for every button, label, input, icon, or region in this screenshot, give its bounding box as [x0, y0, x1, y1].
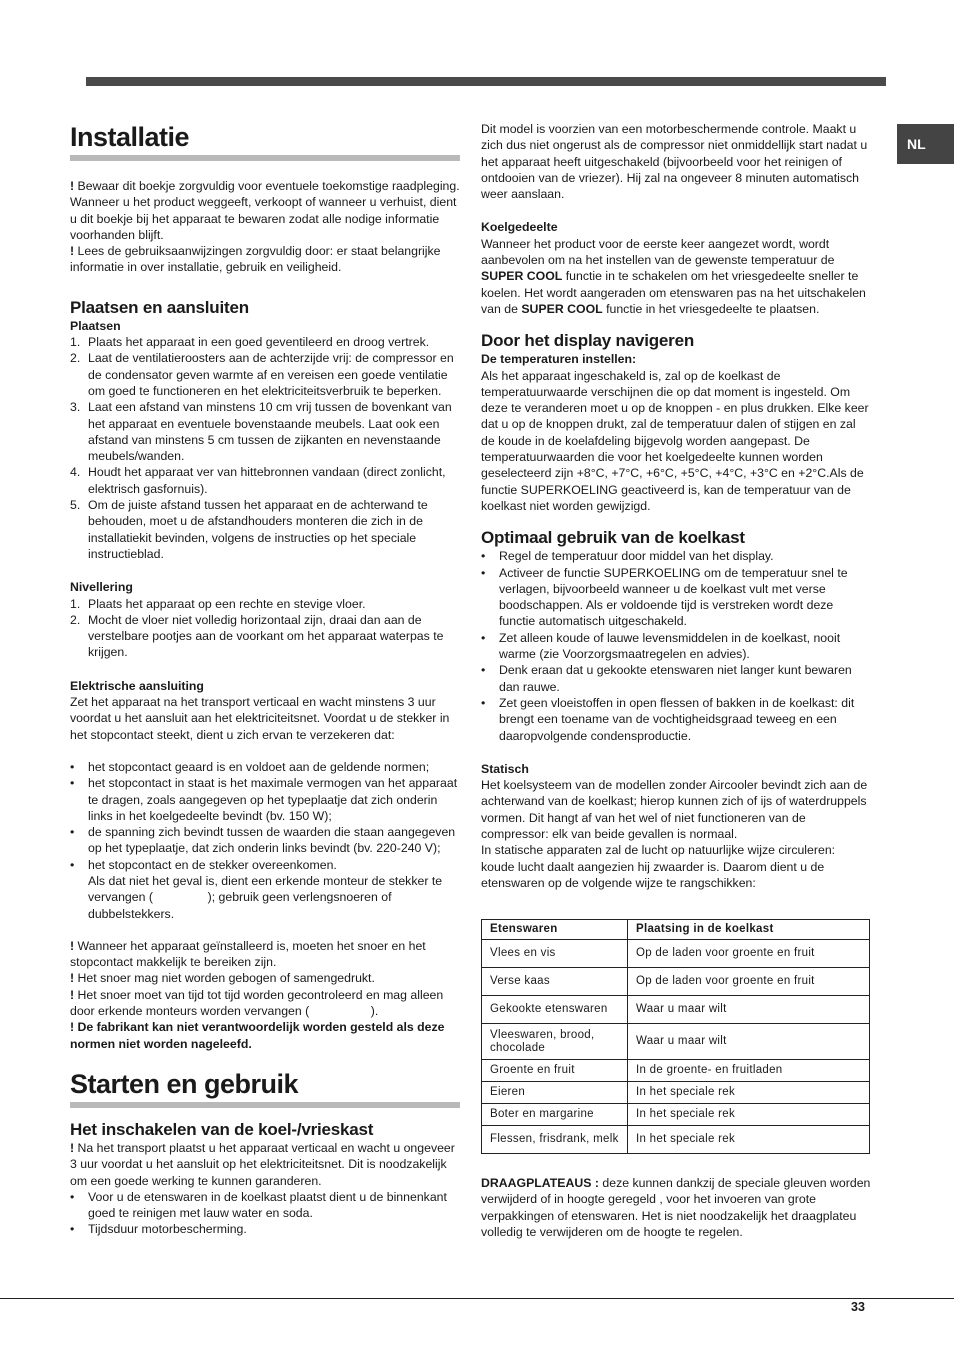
language-tab: NL: [897, 124, 954, 164]
inschakelen-paragraph: ! Na het transport plaatst u het apparaat verticaal en wacht u ongeveer 3 uur voordat u het aansluit op het elektriciteitsnet. Dit is noodzakelijk om een goede werking te kunnen garanderen.: [70, 1140, 455, 1188]
table-cell: Vleeswaren, brood, chocolade: [482, 1024, 628, 1060]
table-cell: Gekookte etenswaren: [482, 996, 628, 1024]
list-item: • Tijdsduur motorbescherming.: [70, 1222, 247, 1237]
placement-table: [481, 919, 870, 1154]
warning-paragraph: ! Het snoer mag niet worden gebogen of samengedrukt.: [70, 971, 375, 986]
table-row: [482, 940, 870, 968]
table-row: [482, 1060, 870, 1082]
list-item: 4. Houdt het apparaat ver van hittebronnen vandaan (direct zonlicht, elektrisch gasfornuis).: [70, 465, 446, 496]
list-item: • Voor u de etenswaren in de koelkast plaatst dient u de binnenkant goed te reinigen met lauw water en soda.: [70, 1189, 447, 1221]
page-number: 33: [851, 1300, 865, 1314]
table-cell: Groente en fruit: [482, 1060, 628, 1082]
intro-block: [70, 178, 460, 276]
list-item: • het stopcontact in staat is het maximale vermogen van het apparaat te dragen, zoals aangegeven op het typeplaatje dat zich onderin links in het koelgedeelte bevindt (bv. 150 W);: [70, 776, 458, 823]
statisch-paragraph: Het koelsysteem van de modellen zonder Aircooler bevindt zich aan de achterwand van de koelkast; hierop kunnen zich of ijs of waterdruppels vormen. Dit hangt af van het wel of niet functioneren van de compressor: elk van beide gevallen is normaal.: [481, 778, 868, 841]
section-title-installatie: Installatie: [70, 122, 190, 152]
table-header-row: [482, 920, 870, 940]
table-row: [482, 968, 870, 996]
motor-paragraph: Dit model is voorzien van een motorbeschermende controle. Maakt u zich dus niet ongerust als de compressor niet onmiddellijk start nadat u het apparaat heeft uitgeschakeld (bijvoorbeeld voor het reinigen of ontdooien van de vriezer). Hij zal na ongeveer 8 minuten automatisch weer aanslaan.: [481, 122, 868, 202]
table-header-cell: Etenswaren: [482, 920, 628, 940]
draagplateaus-paragraph: DRAAGPLATEAUS : deze kunnen dankzij de speciale gleuven worden verwijderd of in hoogte geregeld , voor het invoeren van grote verpakkingen of etenswaren. Het is niet noodzakelijk het draagplateu volledig te verwijderen om de hoogte te regelen.: [481, 1176, 871, 1240]
title-underline: [70, 1102, 460, 1108]
list-item: 2. Laat de ventilatieroosters aan de achterzijde vrij: de compressor en de condensator geven warmte af en vereisen een goede ventilatie om goed te functioneren en het elektriciteitsverbruik te beperken.: [70, 351, 454, 398]
list-item: • Denk eraan dat u gekookte etenswaren niet langer kunt bewaren dan rauwe.: [481, 663, 852, 694]
list-item: • Zet alleen koude of lauwe levensmiddelen in de koelkast, nooit warme (zie Voorzorgsmaatregelen en advies).: [481, 630, 841, 662]
table-cell: Flessen, frisdrank, melk: [482, 1126, 628, 1154]
table-row: [482, 996, 870, 1024]
koelgedeelte-paragraph: Wanneer het product voor de eerste keer aangezet wordt, wordt aanbevolen om na het instellen van de gewenste temperatuur de SUPER COOL functie in te schakelen om het vriesgedeelte sneller te koelen. Het wordt aangeraden om etenswaren pas na het uitschakelen van de SUPER COOL functie in het vriesgedeelte te plaatsen.: [481, 236, 866, 316]
section-title-starten: Starten en gebruik: [70, 1068, 299, 1099]
table-cell: In het speciale rek: [628, 1082, 870, 1104]
intro-paragraph: ! Bewaar dit boekje zorgvuldig voor eventuele toekomstige raadpleging. Wanneer u het product weggeeft, verkoopt of wanneer u verhuist, dient u dit boekje bij het apparaat te bewaren zodat alle nodige informatie voorhanden blijft.: [70, 179, 460, 242]
header-bar: [86, 77, 886, 86]
left-column: [70, 120, 460, 1238]
warning-paragraph: ! Het snoer moet van tijd tot tijd worden gecontroleerd en mag alleen door erkende monteurs worden vervangen ( ).: [70, 987, 447, 1019]
bold-warning: ! De fabrikant kan niet verantwoordelijk worden gesteld als deze normen niet worden nageleefd.: [70, 1020, 445, 1051]
table-row: [482, 1082, 870, 1104]
table-cell: Waar u maar wilt: [628, 996, 870, 1024]
list-item: • de spanning zich bevindt tussen de waarden die staan aangegeven op het typeplaatje, dat zich onderin links bevindt (bv. 220-240 V);: [70, 825, 456, 856]
list-item: • het stopcontact en de stekker overeenkomen. Als dat niet het geval is, dient een erkende monteur de stekker te vervangen ( ); gebruik geen verlengsnoeren of dubbelstekkers.: [70, 857, 446, 921]
list-item: 2. Mocht de vloer niet volledig horizontaal zijn, draai dan aan de verstelbare pootjes aan de voorkant om het apparaat waterpas te krijgen.: [70, 612, 444, 660]
table-header-cell: Plaatsing in de koelkast: [628, 920, 870, 940]
table-cell: Op de laden voor groente en fruit: [628, 968, 870, 996]
table-cell: Waar u maar wilt: [628, 1024, 870, 1060]
list-item: • Activeer de functie SUPERKOELING om de temperatuur snel te verlagen, bijvoorbeeld wanneer u de koelkast vult met verse boodschappen. Als er voldoende tijd is verstreken wordt deze functie automatisch uitgeschakeld.: [481, 565, 848, 629]
subheading-elektrisch: Elektrische aansluiting: [70, 678, 204, 693]
table-cell: Op de laden voor groente en fruit: [628, 940, 870, 968]
subheading-plaatsen: Plaatsen: [70, 318, 121, 333]
table-cell: In het speciale rek: [628, 1126, 870, 1154]
right-column: [481, 121, 871, 1240]
display-paragraph: Als het apparaat ingeschakeld is, zal op de koelkast de temperatuurwaarde verschijnen die op dat moment is ingesteld. Om deze te veranderen moet u op de knoppen - en plus drukken. Elke keer dat u op de knoppen drukt, zal de temperatuur dalen of stijgen en zal de koude in de koelafdeling bijgevolg worden aangepast. De temperatuurwaarden die voor het koelgedeelte kunnen worden geselecteerd zijn +8°C, +7°C, +6°C, +5°C, +4°C, +3°C en +2°C.Als de functie SUPERKOELING geactiveerd is, kan de temperatuur van de koelkast niet worden gewijzigd.: [481, 368, 869, 513]
table-cell: In het speciale rek: [628, 1104, 870, 1126]
list-item: 5. Om de juiste afstand tussen het apparaat en de achterwand te behouden, moet u de afstandhouders monteren die zich in de installatiekit bevinden, volgens de instructies op het speciale instructieblad.: [70, 498, 428, 561]
optimaal-bullets: [481, 548, 871, 744]
table-cell: Vlees en vis: [482, 940, 628, 968]
nivellering-list: [70, 596, 460, 661]
heading-plaatsen-aansluiten: Plaatsen en aansluiten: [70, 297, 249, 317]
heading-optimaal: Optimaal gebruik van de koelkast: [481, 528, 745, 548]
list-item: 3. Laat een afstand van minstens 10 cm vrij tussen de bovenkant van het apparaat en eventuele bovenstaande meubels. Laat ook een afstand van minstens 5 cm tussen de zijkanten en nevenstaande meubels/wanden.: [70, 400, 452, 464]
table-cell: Verse kaas: [482, 968, 628, 996]
inschakelen-bullets: [70, 1189, 460, 1238]
table-row: [482, 1104, 870, 1126]
warning-paragraph: ! Wanneer het apparaat geïnstalleerd is, moeten het snoer en het stopcontact makkelijk te bereiken zijn.: [70, 938, 426, 970]
heading-inschakelen: Het inschakelen van de koel-/vrieskast: [70, 1119, 374, 1139]
warnings-block: [70, 938, 460, 1052]
subheading-nivellering: Nivellering: [70, 580, 133, 595]
title-underline: [70, 155, 460, 161]
plaatsen-list: [70, 334, 460, 562]
list-item: • Regel de temperatuur door middel van het display.: [481, 549, 774, 564]
footer-rule: [0, 1298, 954, 1299]
table-cell: In de groente- en fruitladen: [628, 1060, 870, 1082]
subheading-temperaturen: De temperaturen instellen:: [481, 352, 637, 367]
table-row: [482, 1024, 870, 1060]
table-cell: Boter en margarine: [482, 1104, 628, 1126]
list-item: • het stopcontact geaard is en voldoet aan de geldende normen;: [70, 759, 430, 774]
subheading-statisch: Statisch: [481, 761, 529, 776]
list-item: • Zet geen vloeistoffen in open flessen of bakken in de koelkast: dit brengt een toename van de vochtigheidsgraad teweeg en een daaropvolgende condensproductie.: [481, 695, 855, 743]
statisch-paragraph: In statische apparaten zal de lucht op natuurlijke wijze circuleren: koude lucht daalt aangezien hij zwaarder is. Daarom dient u de etenswaren op de volgende wijze te rangschikken:: [481, 843, 836, 890]
table-cell: Eieren: [482, 1082, 628, 1104]
elektrisch-bullets: [70, 759, 460, 922]
list-item: 1. Plaats het apparaat in een goed geventileerd en droog vertrek.: [70, 335, 430, 350]
list-item: 1. Plaats het apparaat op een rechte en stevige vloer.: [70, 596, 366, 611]
subheading-koelgedeelte: Koelgedeelte: [481, 220, 558, 235]
table-row: [482, 1126, 870, 1154]
elektrisch-intro: Zet het apparaat na het transport verticaal en wacht minstens 3 uur voordat u het aansluit aan het elektriciteitsnet. Voordat u de stekker in het stopcontact steekt, dient u zich ervan te verzekeren dat:: [70, 695, 450, 742]
heading-display: Door het display navigeren: [481, 331, 695, 351]
intro-paragraph: ! Lees de gebruiksaanwijzingen zorgvuldig door: er staat belangrijke informatie in over installatie, gebruik en veiligheid.: [70, 244, 441, 275]
